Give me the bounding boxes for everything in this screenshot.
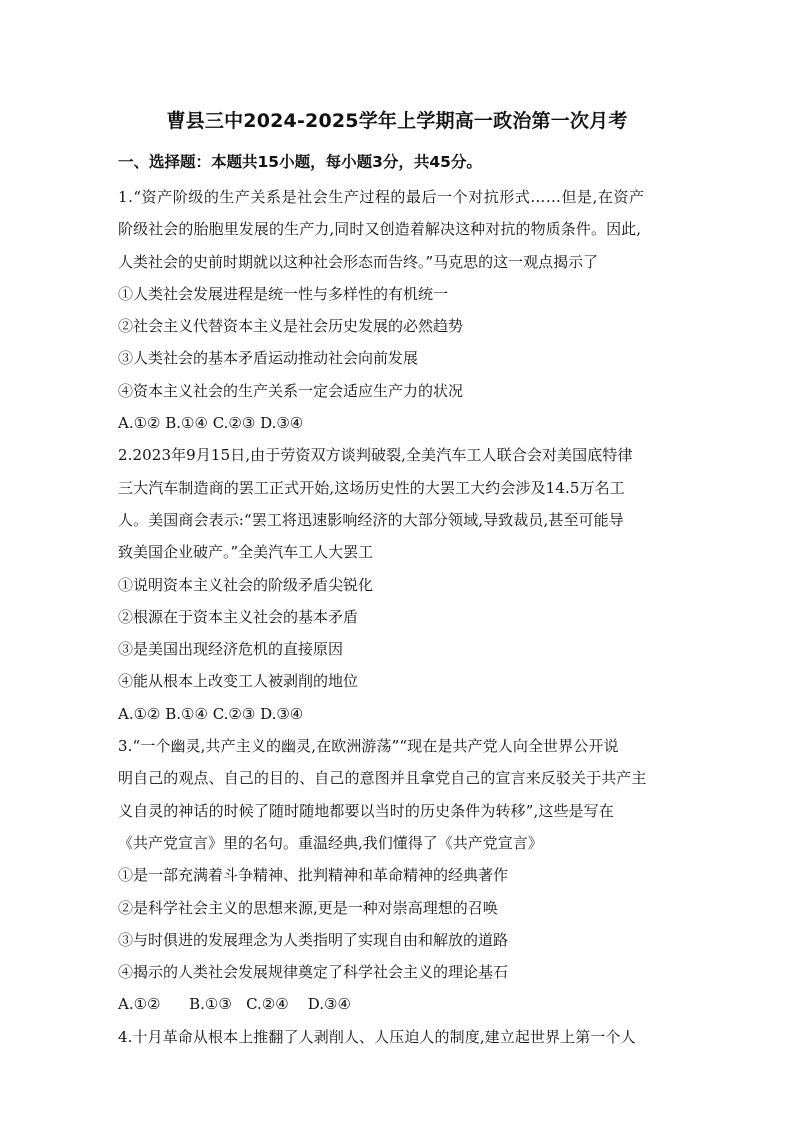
text-line: 人类社会的史前时期就以这种社会形态而告终。”马克思的这一观点揭示了 [118,252,599,271]
text-line: 阶级社会的胎胞里发展的生产力,同时又创造着解决这种对抗的物质条件。因此, [118,220,642,239]
option-line: ①人类社会发展进程是统一性与多样性的有机统一 [118,284,449,303]
option-line: ①是一部充满着斗争精神、批判精神和革命精神的经典著作 [118,866,509,885]
option-line: ④揭示的人类社会发展规律奠定了科学社会主义的理论基石 [118,963,509,982]
text-line: 3.“一个幽灵,共产主义的幽灵,在欧洲游荡”“现在是共产党人向全世界公开说 [118,737,619,756]
answer-choices: A.①② B.①③ C.②④ D.③④ [118,995,351,1014]
text-line: 2.2023年9月15日,由于劳资双方谈判破裂,全美汽车工人联合会对美国底特律 [118,446,633,465]
text-line: 4.十月革命从根本上推翻了人剥削人、人压迫人的制度,建立起世界上第一个人 [118,1027,636,1046]
text-line: 明自己的观点、自己的目的、自己的意图并且拿党自己的宣言来反驳关于共产主 [118,769,647,788]
answer-choices: A.①② B.①④ C.②③ D.③④ [118,704,304,723]
option-line: ②社会主义代替资本主义是社会历史发展的必然趋势 [118,317,464,336]
text-line: 1.“资产阶级的生产关系是社会生产过程的最后一个对抗形式……但是,在资产 [118,188,645,206]
text-line: 《共产党宣言》里的名句。重温经典,我们懂得了《共产党宣言》 [118,833,543,852]
section-heading: 一、选择题：本题共15小题，每小题3分，共45分。 [118,153,482,171]
option-line: ③与时俱进的发展理念为人类指明了实现自由和解放的道路 [118,930,509,949]
question-body [118,181,682,1053]
text-line: 义自灵的神话的时候了随时随地都要以当时的历史条件为转移”,这些是写在 [118,801,614,820]
option-line: ③是美国出现经济危机的直接原因 [118,640,344,659]
text-line: 致美国企业破产。”全美汽车工人大罢工 [118,543,374,562]
option-line: ③人类社会的基本矛盾运动推动社会向前发展 [118,349,419,368]
option-line: ②根源在于资本主义社会的基本矛盾 [118,607,359,626]
option-line: ④资本主义社会的生产关系一定会适应生产力的状况 [118,381,464,400]
option-line: ②是科学社会主义的思想来源,更是一种对崇高理想的召唤 [118,898,498,917]
option-line: ④能从根本上改变工人被剥削的地位 [118,672,359,691]
exam-title: 曹县三中2024-2025学年上学期高一政治第一次月考 [166,110,628,132]
text-line: 人。美国商会表示:“罢工将迅速影响经济的大部分领域,导致裁员,甚至可能导 [118,510,624,529]
text-line: 三大汽车制造商的罢工正式开始,这场历史性的大罢工大约会涉及14.5万名工 [118,478,625,497]
option-line: ①说明资本主义社会的阶级矛盾尖锐化 [118,575,374,594]
answer-choices: A.①② B.①④ C.②③ D.③④ [118,414,304,433]
